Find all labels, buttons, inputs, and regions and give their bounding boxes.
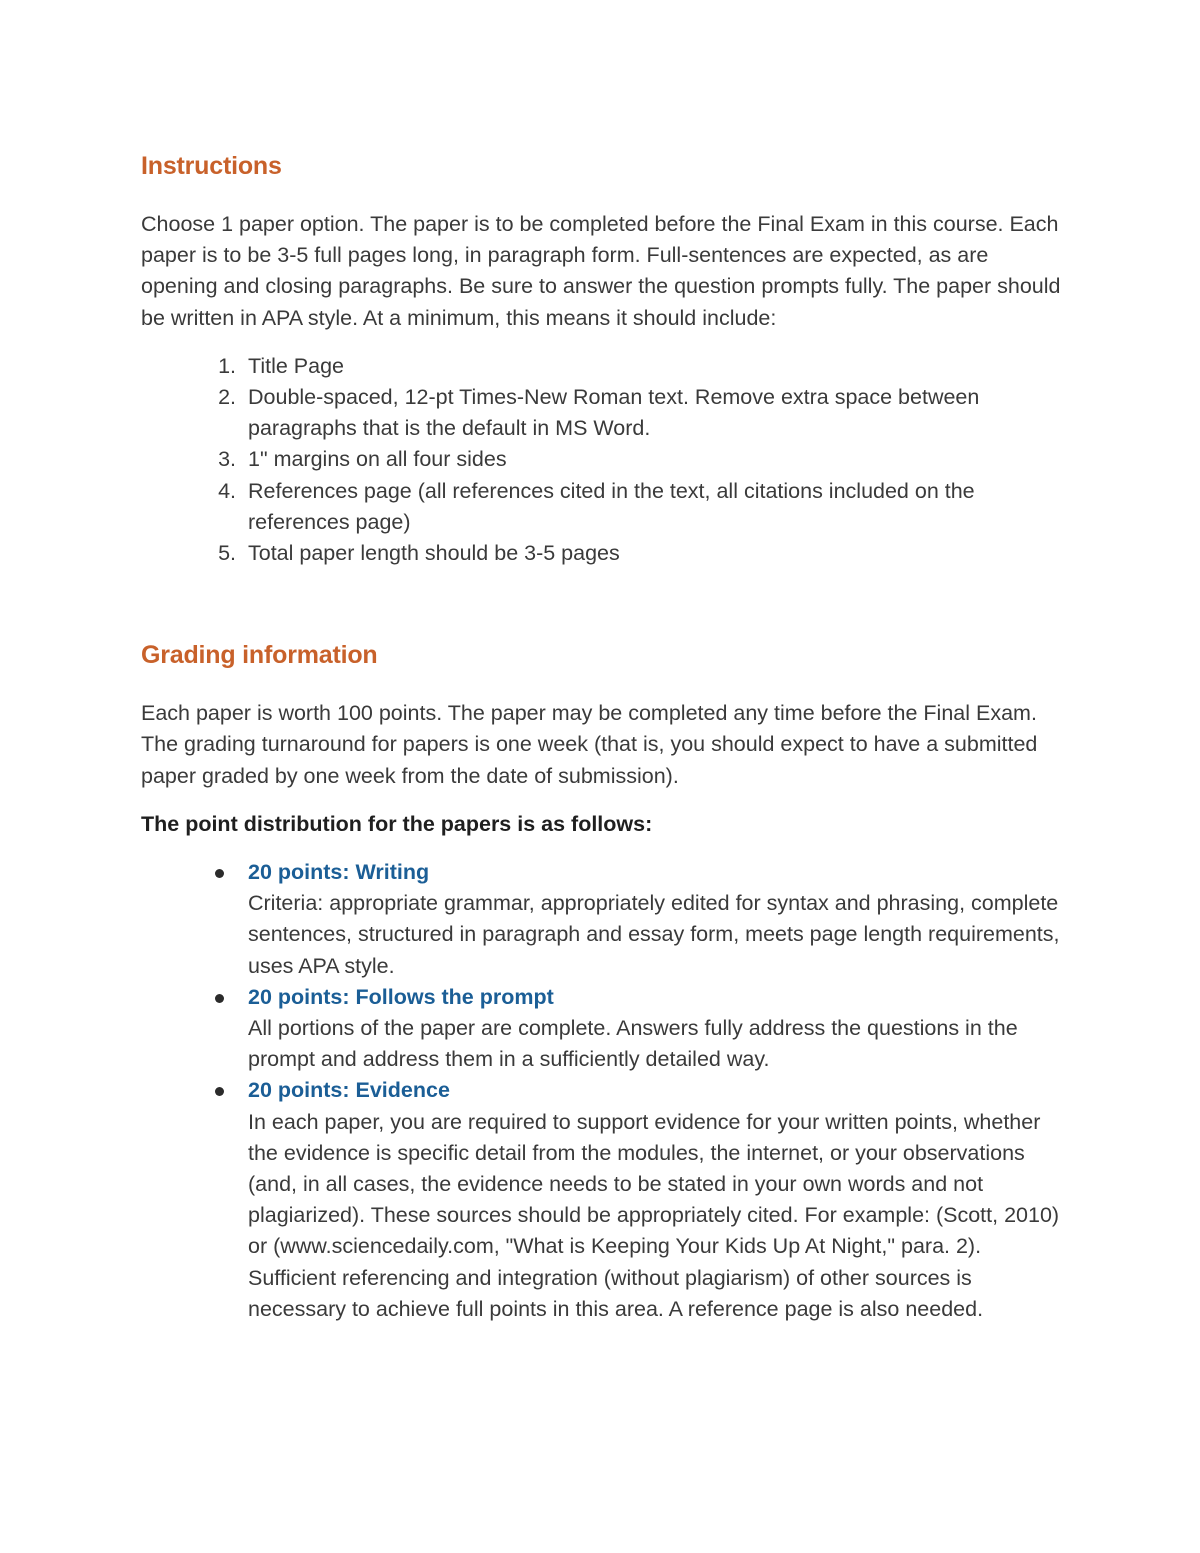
list-item-text: References page (all references cited in the text, all citations included on the references page) (248, 478, 975, 534)
list-item-text: Double-spaced, 12-pt Times-New Roman text. Remove extra space between paragraphs that is the default in MS Word. (248, 385, 980, 441)
criteria-title: 20 points: Follows the prompt (248, 984, 554, 1009)
instructions-paragraph: Choose 1 paper option. The paper is to be completed before the Final Exam in this course. Each paper is to be 3-5 full pages long, in paragraph form. Full-sentences are expected, as are opening and closing paragraphs. Be sure to answer the question prompts fully. The paper should be written in APA style. At a minimum, this means it should include: (141, 212, 1061, 330)
criteria-item (141, 982, 1061, 1076)
requirements-list (141, 351, 1061, 569)
criteria-description: All portions of the paper are complete. Answers fully address the questions in the prompt and address them in a sufficiently detailed way. (248, 1016, 1018, 1072)
instructions-heading: Instructions (141, 152, 282, 180)
criteria-list (141, 857, 1061, 1325)
list-number: 3. (218, 447, 236, 472)
list-number: 2. (218, 385, 236, 410)
bullet-icon (215, 1087, 224, 1096)
list-item (141, 476, 1061, 538)
criteria-title: 20 points: Writing (248, 860, 430, 885)
list-number: 1. (218, 353, 236, 378)
list-item-text: Title Page (248, 353, 345, 378)
list-item (141, 382, 1061, 444)
criteria-item (141, 857, 1061, 982)
grading-heading: Grading information (141, 641, 378, 670)
grading-paragraph: Each paper is worth 100 points. The paper may be completed any time before the Final Exam. The grading turnaround for papers is one week (that is, you should expect to have a submitted paper graded by one week from the date of submission). (141, 701, 1038, 788)
criteria-description: Criteria: appropriate grammar, appropriately edited for syntax and phrasing, complete sentences, structured in paragraph and essay form, meets page length requirements, uses APA style. (248, 891, 1060, 978)
document-content (141, 148, 1061, 1325)
bullet-icon (215, 869, 224, 878)
criteria-description: In each paper, you are required to support evidence for your written points, whether the evidence is specific detail from the modules, the internet, or your observations (and, in all cases, the evidence needs to be stated in your own words and not plagiarized). These sources should be appropriately cited. For example: (Scott, 2010) or (www.sciencedaily.com, "What is Keeping Your Kids Up At Night," para. 2). Sufficient referencing and integration (without plagiarism) of other sources is necessary to achieve full points in this area. A reference page is also needed. (248, 1109, 1060, 1321)
distribution-label: The point distribution for the papers is as follows: (141, 811, 653, 836)
list-item-text: Total paper length should be 3-5 pages (248, 541, 620, 566)
list-number: 5. (218, 541, 236, 566)
bullet-icon (215, 994, 224, 1003)
list-item (141, 351, 1061, 382)
list-number: 4. (218, 478, 236, 503)
list-item (141, 444, 1061, 475)
list-item (141, 538, 1061, 569)
criteria-title: 20 points: Evidence (248, 1078, 450, 1103)
list-item-text: 1" margins on all four sides (248, 447, 507, 472)
criteria-item (141, 1075, 1061, 1325)
